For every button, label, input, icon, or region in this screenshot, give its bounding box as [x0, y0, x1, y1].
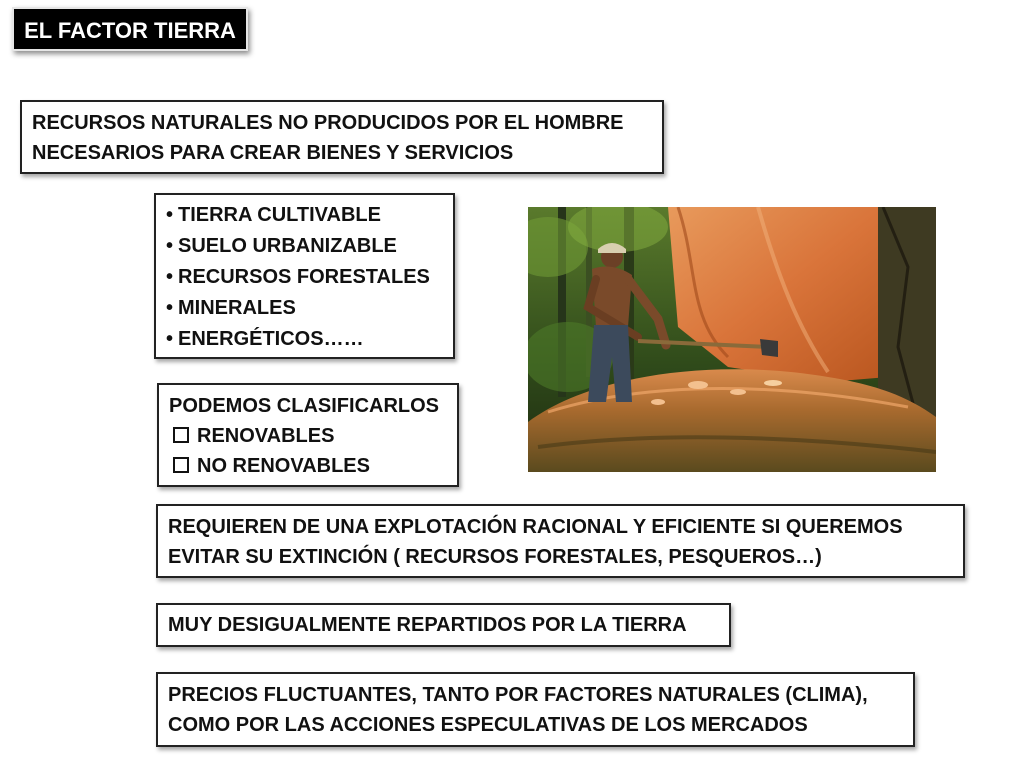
- resource-types-box: [154, 193, 455, 359]
- classification-heading: PODEMOS CLASIFICARLOS: [169, 395, 440, 417]
- classification-box: [157, 383, 459, 487]
- exploitation-line-2: EVITAR SU EXTINCIÓN ( RECURSOS FORESTALES, PESQUEROS…): [168, 546, 822, 568]
- distribution-box: [156, 603, 731, 647]
- definition-line-1: RECURSOS NATURALES NO PRODUCIDOS POR EL HOMBRE: [32, 112, 624, 134]
- list-item: RENOVABLES: [169, 421, 447, 451]
- prices-line-2: COMO POR LAS ACCIONES ESPECULATIVAS DE LOS MERCADOS: [168, 714, 808, 736]
- prices-line-1: PRECIOS FLUCTUANTES, TANTO POR FACTORES NATURALES (CLIMA),: [168, 684, 868, 706]
- bullet-icon: •: [166, 266, 174, 288]
- slide-title: EL FACTOR TIERRA: [12, 7, 248, 51]
- list-item: • ENERGÉTICOS……: [166, 324, 443, 355]
- definition-box: [20, 100, 664, 174]
- checkbox-square-icon: [173, 427, 189, 443]
- checkbox-square-icon: [173, 457, 189, 473]
- bullet-icon: •: [166, 235, 174, 257]
- bullet-icon: •: [166, 328, 174, 350]
- man-chopping-tree-icon: [528, 207, 936, 472]
- bullet-icon: •: [166, 204, 174, 226]
- definition-line-2: NECESARIOS PARA CREAR BIENES Y SERVICIOS: [32, 142, 514, 164]
- exploitation-box: [156, 504, 965, 578]
- bullet-icon: •: [166, 297, 174, 319]
- list-item: • TIERRA CULTIVABLE: [166, 200, 443, 231]
- list-item: NO RENOVABLES: [169, 451, 447, 481]
- tree-cutting-photo: [528, 207, 936, 472]
- list-item: • MINERALES: [166, 293, 443, 324]
- list-item: • SUELO URBANIZABLE: [166, 231, 443, 262]
- prices-box: [156, 672, 915, 747]
- resource-types-list: [166, 200, 443, 355]
- exploitation-line-1: REQUIEREN DE UNA EXPLOTACIÓN RACIONAL Y EFICIENTE SI QUEREMOS: [168, 516, 903, 538]
- list-item: • RECURSOS FORESTALES: [166, 262, 443, 293]
- distribution-text: MUY DESIGUALMENTE REPARTIDOS POR LA TIERRA: [168, 614, 687, 636]
